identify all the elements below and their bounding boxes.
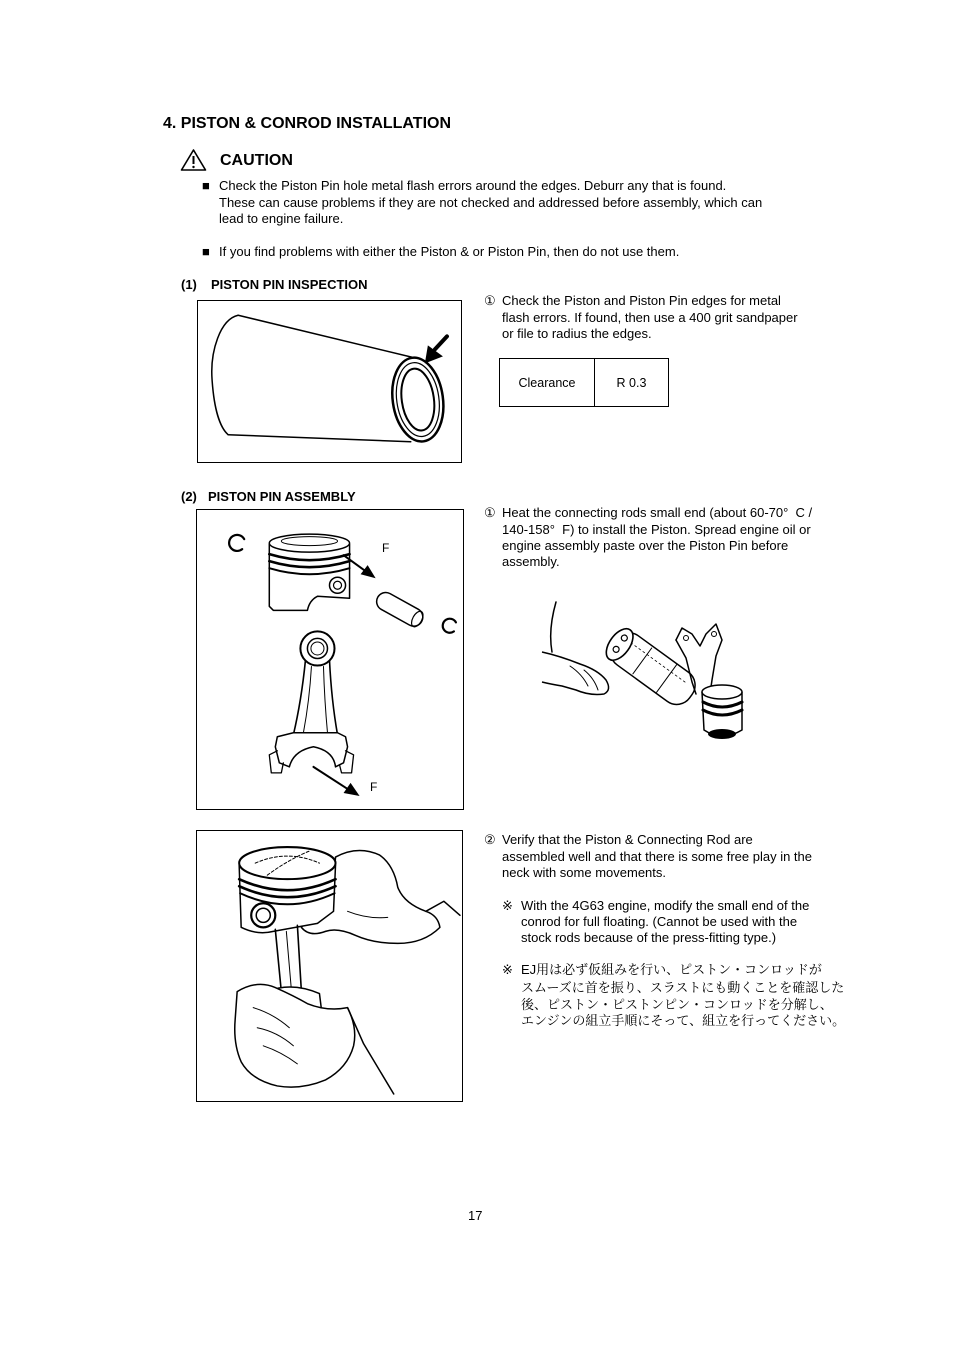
piston: [269, 534, 349, 610]
heating-conrod-illustration: [540, 600, 745, 750]
inspection-step-line-2: flash errors. If found, then use a 400 grit sandpaper: [502, 310, 798, 325]
connecting-rod: [269, 631, 353, 772]
assembly-step1-marker: ①: [484, 505, 496, 520]
piston-pin-figure: [197, 300, 462, 463]
piston-pin-hole: [251, 903, 275, 927]
assembly-step1-line-2: 140-158° F) to install the Piston. Spread engine oil or: [502, 522, 811, 537]
warning-triangle-icon: [180, 148, 207, 172]
inspection-step-line-3: or file to radius the edges.: [502, 326, 652, 341]
assembly-step2-line-3: neck with some movements.: [502, 865, 667, 880]
note-2-line-3: 後、ピストン・ピストンピン・コンロッドを分解し、: [521, 997, 833, 1012]
bullet-square-icon: ■: [202, 244, 210, 259]
piston-assembly-illustration: [197, 510, 463, 809]
edge-pointer-arrow-icon: [425, 336, 447, 363]
caution-item-1-line-2: These can cause problems if they are not checked and addressed before assembly, which can: [219, 195, 763, 210]
piston: [239, 847, 335, 933]
conrod-beam: [329, 661, 337, 735]
piston-assembly-figure: [196, 509, 464, 810]
piston-front-mark-label: F: [382, 541, 390, 555]
inspection-step-line-1: Check the Piston and Piston Pin edges for metal: [502, 293, 781, 308]
note-2-line-4: エンジンの組立手順にそって、組立を行ってください。: [521, 1013, 846, 1028]
caution-item-1-line-3: lead to engine failure.: [219, 211, 344, 226]
left-circlip: [229, 535, 244, 551]
assembly-step2-marker: ②: [484, 832, 496, 847]
assembly-step2-line-2: assembled well and that there is some free play in the: [502, 849, 813, 864]
right-circlip: [443, 619, 456, 633]
pin-bottom-edge: [228, 435, 411, 442]
caution-item-2-line-1: If you find problems with either the Piston & or Piston Pin, then do not use them.: [219, 244, 680, 259]
inspection-heading: PISTON PIN INSPECTION: [211, 277, 368, 292]
note-1-marker: ※: [502, 898, 513, 913]
conrod-big-end: [275, 733, 347, 767]
assembly-heading: PISTON PIN ASSEMBLY: [208, 489, 356, 504]
assembly-step1-line-4: assembly.: [502, 554, 560, 569]
note-2-line-2: スムーズに首を振り、スラストにも動くことを確認した: [521, 980, 845, 995]
assembly-step2-line-1: Verify that the Piston & Connecting Rod are: [502, 832, 753, 847]
sleeve-cuff: [348, 1008, 394, 1094]
note-1-line-2: conrod for full floating. (Cannot be used with the: [521, 914, 798, 929]
pin-top-edge: [238, 315, 417, 358]
piston-pin: [373, 589, 426, 629]
pin-right-end: [387, 354, 448, 444]
conrod-beam: [293, 661, 305, 735]
bullet-square-icon: ■: [202, 178, 210, 193]
assembly-number: (2): [181, 489, 197, 504]
heat-gun-cord: [551, 602, 556, 652]
conrod-front-mark-label: F: [370, 780, 378, 794]
note-2-line-1: EJ用は必ず仮組みを行い、ピストン・コンロッドが: [521, 962, 822, 977]
page-number: 17: [468, 1208, 483, 1223]
piston-check-figure: [196, 830, 463, 1102]
caution-item-1-line-1: Check the Piston Pin hole metal flash errors around the edges. Deburr any that is found.: [219, 178, 727, 193]
conrod-small-end: [300, 631, 334, 665]
caution-heading: CAUTION: [220, 152, 293, 169]
note-2-marker: ※: [502, 962, 513, 977]
heat-gun: [601, 624, 701, 711]
clearance-table: [499, 358, 669, 407]
assembly-step1-line-3: engine assembly paste over the Piston Pin before: [502, 538, 789, 553]
inspection-step-marker: ①: [484, 293, 496, 308]
inspection-number: (1): [181, 277, 197, 292]
piston-pin-boss: [329, 577, 345, 593]
assembly-step1-line-1: Heat the connecting rods small end (about 60-70° C /: [502, 505, 813, 520]
warning-exclamation-dot: [192, 166, 194, 168]
conrod-front-arrow-icon: [313, 767, 359, 796]
piston-check-illustration: [197, 831, 462, 1101]
piston-pin-cylinder: [212, 315, 449, 445]
conrod-web: [303, 667, 311, 733]
conrod-web: [323, 667, 327, 733]
piston: [702, 685, 742, 739]
note-1-line-3: stock rods because of the press-fitting type.): [521, 930, 777, 945]
note-1-line-1: With the 4G63 engine, modify the small end of the: [521, 898, 810, 913]
hand: [542, 652, 609, 695]
pin-left-end: [212, 315, 238, 434]
section-title: 4. PISTON & CONROD INSTALLATION: [163, 115, 452, 132]
piston-pin-illustration: [198, 301, 461, 462]
clearance-value-cell: R 0.3: [616, 375, 647, 390]
clearance-label-cell: Clearance: [500, 359, 595, 406]
piston-crown: [239, 847, 335, 879]
